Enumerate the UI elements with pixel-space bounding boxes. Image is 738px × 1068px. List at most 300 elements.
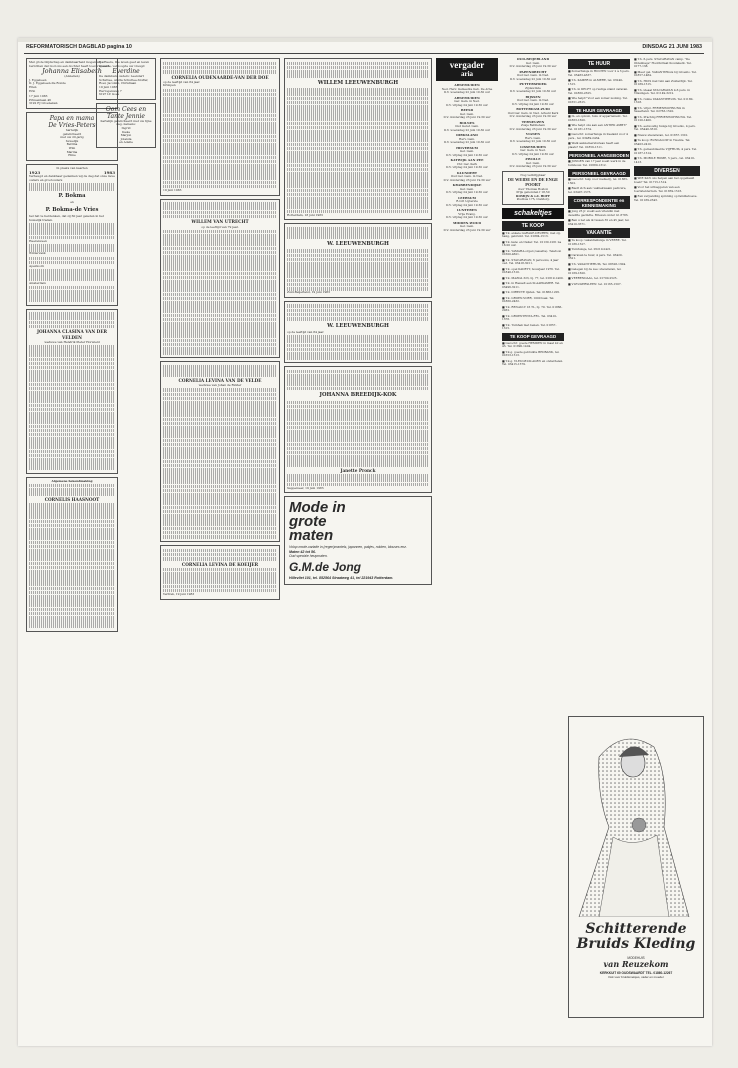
- birth-date: 17 juni 1983: [29, 94, 48, 99]
- filler-text-line: [29, 524, 115, 528]
- church-listing: [436, 122, 498, 133]
- filler-text-line: [287, 382, 429, 386]
- filler-text-line: [287, 413, 429, 417]
- classified-item: [502, 232, 564, 239]
- filler-text-line: [287, 339, 429, 343]
- death-notice-ad: [284, 301, 432, 363]
- classified-item: [634, 134, 700, 138]
- church-name: Ger. Gem.: [459, 149, 475, 153]
- classified-item: [568, 187, 630, 194]
- classified-text: Caravan te huur, 4 pers. Tel. 03420-3521.: [568, 252, 623, 260]
- book-ad: [502, 171, 564, 205]
- ad-line: Bettina: [66, 142, 78, 147]
- filler-text-line: [163, 272, 277, 276]
- church-place: ARNEMUIDEN: [454, 83, 480, 87]
- church-date: D.V. donderdag 23 juni 19.30 uur: [443, 115, 491, 119]
- bridal-brand: van Reuzekom: [603, 959, 669, 969]
- filler-text-line: [29, 511, 115, 515]
- ad-body: hartelijk gefeliciteerd met uw fijne dag, namens:: [100, 118, 152, 127]
- ad-line: Papa en mama: [49, 114, 95, 122]
- book-ad-head: Nog verkrijgbaar: [520, 172, 546, 177]
- deceased-name: CORNELIA OUDENAARDE-VAN DER DOE: [171, 74, 269, 80]
- church-date: D.V. woensdag 22 juni 19.30 uur: [444, 140, 490, 144]
- filler-text-line: [287, 184, 429, 188]
- bullet-icon: ■: [502, 230, 506, 235]
- filler-text-line: [163, 284, 277, 288]
- church-name: Zusje Bethlehem: [521, 123, 545, 127]
- notice-date: Zuid-Beijerland, 19 juni 1983: [287, 290, 330, 295]
- filler-text-line: [163, 215, 277, 219]
- church-name: Herv. Gem.: [459, 136, 475, 141]
- deceased-name: W. LEEUWENBURGH: [327, 322, 389, 329]
- filler-text-line: [287, 405, 429, 409]
- church-place: LUNTEREN: [457, 208, 477, 212]
- classified-text: T.k. RENAULT 16 TL, bj. 79. Tel. 01866-2032.: [502, 304, 563, 313]
- filler-text-line: [163, 455, 277, 459]
- filler-text-line: [287, 356, 429, 360]
- congrats-ad: [96, 103, 156, 148]
- bridal-ad-line: Bruids Kleding: [576, 936, 696, 952]
- classified-text: T.h. KAMER in ALMERE, tel. 03240-1515.: [568, 78, 623, 86]
- classified-text: T.k.g. goede gebruikte BEDBANK, tel. 01653-1513.: [502, 349, 560, 358]
- schakeltjes-logo: schakeltjes: [502, 208, 564, 219]
- bullet-icon: ■: [634, 58, 638, 61]
- ad-line: hartelijk: [65, 127, 79, 132]
- classified-text: Wie helpt? Voor een zomer-woning. Tel. 01651-2615.: [568, 96, 628, 104]
- filler-text-line: [287, 426, 429, 430]
- bullet-icon: ■: [634, 194, 638, 198]
- church-name: Ger. Gem.: [459, 224, 475, 228]
- filler-text-line: [287, 138, 429, 142]
- church-place: PUTTERSHOEK: [519, 82, 547, 86]
- church-date: D.V. woensdag 22 juni 19.30 uur: [444, 127, 490, 132]
- filler-text-line: [163, 485, 277, 489]
- classified-text: Gezocht: zomerhuisje in Zeeland voor 4 pers., tel. 03489-2434.: [568, 132, 628, 140]
- church-list: [436, 84, 498, 232]
- filler-text-line: [287, 417, 429, 421]
- bullet-icon: ■: [634, 138, 638, 142]
- classified-item: [634, 71, 700, 78]
- church-date: D.V. vrijdag 24 juni 19.30 uur: [446, 190, 488, 194]
- filler-text-line: [287, 438, 429, 442]
- filler-text-line: [287, 168, 429, 172]
- church-name: Ger. Gem. in Ned.: [454, 99, 480, 103]
- gratitude-ad: [96, 58, 156, 100]
- church-place: VIANEN: [525, 132, 541, 136]
- deceased-sub: op de leeftijd van 84 jaar.: [163, 79, 201, 84]
- filler-text-line: [287, 279, 429, 283]
- filler-text-line: [163, 230, 277, 234]
- filler-text-line: [287, 455, 429, 459]
- classified-text: T.k. Tuinhek met benen. Tel. 01857-1315.: [502, 322, 557, 331]
- filler-text-line: [163, 242, 277, 246]
- filler-text-line: [287, 283, 429, 287]
- death-notice-ad: [284, 366, 432, 493]
- classified-item: [568, 97, 630, 104]
- filler-text-line: [287, 266, 429, 270]
- filler-text-line: [287, 88, 429, 92]
- year-start: 1923: [29, 170, 41, 176]
- notice-head: In plaats van kaarten: [56, 165, 88, 170]
- deceased-name: CORNELIA LEVINA DE KOEIJER: [181, 561, 259, 567]
- classified-text: T.k. GROEN-VOER, 1000 baal. Tel. 01860-2432.: [502, 295, 555, 304]
- filler-text-line: [287, 126, 429, 130]
- filler-text-line: [163, 326, 277, 330]
- filler-text-line: [287, 143, 429, 147]
- filler-text-line: [287, 434, 429, 438]
- classified-item: [568, 219, 630, 226]
- bullet-icon: ■: [568, 238, 572, 242]
- filler-text-line: [287, 66, 429, 70]
- church-listing: [502, 133, 564, 144]
- classified-text: Tuinhuisje, tel. 05210-2421.: [571, 247, 612, 251]
- classified-list: [568, 70, 630, 104]
- filler-text-line: [29, 387, 115, 391]
- classified-item: [634, 148, 700, 155]
- bullet-icon: ■: [634, 105, 638, 110]
- classified-text: JONGEN van 17 jaar zoekt werk in de tuinbouw. Tel. 01680-1312.: [568, 159, 626, 167]
- classified-text: T.k. in Hasselt een SLAAPKAMER. Tel. 03496-3211.: [502, 281, 561, 289]
- filler-text-line: [163, 122, 277, 126]
- notice-date: 19 juni 1983: [163, 188, 182, 193]
- church-place: LISSEMUIDEN: [520, 144, 546, 149]
- mode-ad: [284, 496, 432, 585]
- church-name: Ger. Gem. in Ned.: [520, 148, 546, 152]
- filler-text-line: [29, 349, 115, 353]
- classified-item: [568, 88, 630, 95]
- filler-text-line: [163, 259, 277, 263]
- filler-text-line: [29, 345, 115, 349]
- filler-text-line: [163, 351, 277, 355]
- ad-head: De Heere, Die leven geef en leven spaarde, verhoogde uw vreugd: [99, 60, 150, 68]
- filler-text-line: [287, 335, 429, 339]
- classified-item: [634, 107, 700, 114]
- filler-text-line: [163, 339, 277, 343]
- filler-text-line: [163, 62, 277, 66]
- filler-text-line: [29, 425, 115, 429]
- filler-text-line: [163, 89, 277, 93]
- bullet-icon: ■: [568, 123, 572, 127]
- filler-text-line: [29, 316, 115, 320]
- church-date: D.V. donderdag 23 juni 19.30 uur: [443, 177, 491, 182]
- filler-text-line: [163, 460, 277, 464]
- book-title: DE WEIDE EN DE ENGE POORT: [507, 177, 559, 188]
- filler-text-line: [163, 301, 277, 305]
- filler-text-line: [287, 92, 429, 96]
- filler-text-line: [29, 325, 115, 329]
- person-name: Janette Pronck: [340, 468, 376, 474]
- bullet-icon: ■: [568, 177, 572, 181]
- filler-text-line: [287, 122, 429, 126]
- filler-text-line: [287, 62, 429, 66]
- filler-text-line: [163, 365, 277, 369]
- classified-text: Meer gel. VAKANTIEhuis bij Groenlo. Tel. 01857-1484.: [634, 69, 697, 77]
- filler-text-line: [163, 589, 277, 593]
- filler-text-line: [163, 489, 277, 493]
- filler-text-line: [29, 503, 115, 507]
- church-place: BOLNES: [459, 120, 475, 125]
- ad-line: en Adelle: [119, 140, 133, 145]
- classified-text: Biedt zich aan: vakbekwaam pedicure, tel. 03407-1573.: [568, 186, 627, 194]
- filler-text-line: [287, 387, 429, 391]
- ad-line: Marjon: [120, 133, 132, 138]
- filler-text-line: [29, 574, 115, 578]
- filler-text-line: [287, 147, 429, 151]
- classified-item: [634, 98, 700, 105]
- filler-text-line: [29, 515, 115, 519]
- filler-text-line: [163, 263, 277, 267]
- filler-text-line: [163, 397, 277, 401]
- filler-text-line: [287, 201, 429, 205]
- bullet-icon: ■: [568, 218, 572, 222]
- church-name: Zijdewinde: [525, 85, 541, 90]
- ad-line: Eline: [68, 153, 76, 158]
- church-listing: [436, 134, 498, 145]
- filler-text-line: [287, 370, 429, 374]
- bullet-icon: ■: [568, 276, 572, 280]
- filler-text-line: [163, 255, 277, 259]
- classified-text: VLEUGERSLEEN: tel. 01165-1507.: [571, 281, 622, 286]
- classified-text: T.h. eenvoudig huisje bij Groenlo, 4 pers. Tel. 05440-3310.: [634, 123, 696, 131]
- classified-item: [568, 142, 630, 149]
- filler-text-line: [287, 155, 429, 159]
- filler-text-line: [29, 358, 115, 362]
- address-line: Hertogenweg 7: [99, 88, 122, 93]
- logo-text: vergader: [449, 60, 485, 70]
- mode-ad-sub: Volop mode-variatie in (regen)mantels, japonnen, pakjes, rokken, blouses enz.: [289, 545, 407, 550]
- section-header: PERSONEEL GEVRAAGD: [568, 169, 630, 177]
- filler-text-line: [163, 309, 277, 313]
- bullet-icon: ■: [568, 267, 572, 271]
- bullet-icon: ■: [634, 132, 638, 137]
- filler-text-line: [287, 205, 429, 209]
- filler-text-line: [287, 189, 429, 193]
- notice-tail: het feit te herdenken, dat zij 60 jaar geleden in het huwelijk traden.: [29, 214, 104, 222]
- filler-text-line: [163, 211, 277, 215]
- classified-item: [502, 360, 564, 367]
- classified-text: T.h. HUIS met tuin aan Zuiderdijk. Tel. 01189-1515.: [634, 78, 693, 86]
- filler-text-line: [287, 474, 429, 478]
- bullet-icon: ■: [502, 257, 506, 262]
- mode-ad-address: Hillevliet 101, tel. 852564 Straatweg 41, tel 221943 Rotterdam.: [289, 575, 394, 580]
- filler-text-line: [163, 70, 277, 74]
- bullet-icon: ■: [634, 185, 638, 189]
- filler-text-line: [29, 603, 115, 607]
- filler-text-line: [287, 317, 429, 321]
- classified-item: [634, 89, 700, 96]
- filler-text-line: [287, 258, 429, 262]
- place-line: Krimpen: [163, 83, 176, 88]
- classified-text: Welk aannemersbureau heeft een plaats? Tel. 01859-1511.: [568, 141, 620, 149]
- column-5: [502, 58, 564, 1033]
- filler-text-line: [163, 447, 277, 451]
- filler-text-line: [29, 541, 115, 545]
- bullet-icon: ■: [502, 358, 506, 363]
- filler-text-line: [163, 439, 277, 443]
- filler-text-line: [29, 549, 115, 553]
- conjunction: en: [70, 200, 74, 205]
- classified-item: [568, 160, 630, 167]
- church-date: D.V. donderdag 23 juni 19.30 uur: [509, 114, 557, 118]
- church-listing: [502, 158, 564, 169]
- column-2: [160, 58, 280, 1033]
- classified-item: [568, 268, 630, 275]
- church-date: D.V. woensdag 22 juni 19.30 uur: [510, 139, 556, 143]
- bride-illustration: [569, 717, 703, 917]
- filler-text-line: [163, 535, 277, 539]
- filler-text-line: [287, 378, 429, 382]
- church-name: Chr. Ger. Kerk: [456, 161, 478, 166]
- filler-text-line: [29, 374, 115, 378]
- filler-text-line: [29, 395, 115, 399]
- death-notice-ad: [160, 58, 280, 196]
- bullet-icon: ■: [568, 247, 572, 251]
- ad-line: Ingrid: [121, 125, 131, 130]
- bullet-icon: ■: [634, 87, 638, 92]
- header-left: REFORMATORISCH DAGBLAD pagina 10: [26, 44, 132, 50]
- classified-text: T.h. 6-pers. STACARAVAN camp. "De Oldenhage" Hoofdstraat Koudekerk. Tel. 0177-138.: [634, 58, 692, 68]
- church-date: D.V. vrijdag 24 juni 19.30 uur: [512, 151, 554, 156]
- filler-text-line: [163, 334, 277, 338]
- notice-head: Algemene bekendmaking: [51, 478, 93, 483]
- filler-text-line: [163, 139, 277, 143]
- classified-list: [568, 160, 630, 167]
- filler-text-line: [29, 408, 115, 412]
- ad-line: Wim: [68, 145, 76, 150]
- filler-text-line: [287, 231, 429, 235]
- filler-text-line: [287, 105, 429, 109]
- bullet-icon: ■: [634, 147, 638, 151]
- church-place: ZWOLLE: [525, 157, 541, 161]
- ad-line: Ineke: [121, 129, 131, 134]
- classified-item: [502, 351, 564, 358]
- ad-body: De dankbare ouders: Leendert Schuttee, Aletta Schuttee-Stoffer, Roel, Jacomin, Christiaan: [99, 74, 149, 86]
- filler-text-line: [163, 297, 277, 301]
- filler-text-line: [29, 492, 115, 496]
- page-edge: [18, 38, 712, 42]
- bridal-note: Ook voor bruidsmeisjes, vader en moeder: [608, 975, 664, 979]
- filler-text-line: [29, 595, 115, 599]
- classified-text: Te koop: vakantiehuisje in VEERE. Tel. 01186-1527.: [568, 238, 627, 246]
- filler-text-line: [163, 247, 277, 251]
- filler-text-line: [163, 181, 277, 185]
- filler-text-line: [287, 463, 429, 467]
- deceased-name: WILLEM VAN UTRECHT: [191, 219, 249, 225]
- filler-text-line: [163, 97, 277, 101]
- filler-text-line: [287, 309, 429, 313]
- filler-text-line: [163, 202, 277, 206]
- filler-text-line: [29, 520, 115, 524]
- filler-text-line: [163, 347, 277, 351]
- classified-item: [568, 178, 630, 185]
- classified-item: [502, 259, 564, 266]
- classified-item: [568, 124, 630, 131]
- church-name: Ger. Gem.: [525, 160, 541, 165]
- filler-text-line: [163, 288, 277, 292]
- classified-text: Een verpanding spinning op familiehoeve. Tel. 01189-2343.: [634, 194, 698, 202]
- church-date: D.V. vrijdag 24 juni 19.30 uur: [446, 215, 488, 219]
- filler-text-line: [163, 206, 277, 210]
- classified-list: [568, 239, 630, 286]
- church-place: BEESD: [460, 108, 474, 112]
- filler-text-line: [287, 274, 429, 278]
- deceased-name: CORNELIA LEVINA VAN DE VELDE: [178, 377, 262, 383]
- filler-text-line: [29, 321, 115, 325]
- filler-text-line: [163, 164, 277, 168]
- filler-text-line: [163, 468, 277, 472]
- classified-text: T.k. GROENTENTA-FEL. Tel. 03410-1376.: [502, 313, 557, 322]
- church-place: RIJSSEN: [525, 94, 541, 99]
- bullet-icon: ■: [568, 87, 572, 91]
- classified-item: [568, 210, 630, 217]
- filler-text-line: [163, 280, 277, 284]
- filler-text-line: [29, 290, 115, 294]
- filler-text-line: [163, 443, 277, 447]
- filler-text-line: [29, 362, 115, 366]
- address-line: 3192 EJ Groenekan: [29, 101, 58, 106]
- filler-text-line: [163, 276, 277, 280]
- filler-text-line: [287, 101, 429, 105]
- filler-text-line: [287, 159, 429, 163]
- classified-item: [568, 133, 630, 140]
- classified-text: T.h. ruime VAKANTIEHUIS. Tel. 01180-1318.: [634, 96, 694, 104]
- bullet-icon: ■: [568, 281, 572, 286]
- bridal-brand-prefix: MODEHUIS: [627, 956, 645, 960]
- classified-item: [502, 250, 564, 257]
- church-place: TERNEUZEN: [521, 119, 545, 124]
- classified-item: [502, 297, 564, 304]
- bullet-icon: ■: [634, 123, 638, 128]
- filler-text-line: [163, 101, 277, 105]
- filler-text-line: [163, 143, 277, 147]
- mode-ad-brand: G.M.de Jong: [289, 559, 361, 574]
- bridal-ad-line: Schitterende: [585, 921, 687, 937]
- classified-text: VEERENDAAL, tel. 01700-2525.: [571, 276, 618, 280]
- filler-text-line: [163, 413, 277, 417]
- filler-text-line: [287, 352, 429, 356]
- filler-text-line: [29, 578, 115, 582]
- classified-item: [634, 139, 700, 146]
- church-listing: [502, 83, 564, 94]
- church-name: Ned. Herv. Gemeente Geb. De Arne: [441, 86, 493, 91]
- church-listing: [502, 71, 564, 82]
- classified-text: T.h. ideaal STACARAVAN 4-6 pers. in Vlissingen. Tel. 01149-3212.: [634, 87, 690, 95]
- filler-text-line: [287, 430, 429, 434]
- church-listing: [436, 184, 498, 195]
- filler-text-line: [163, 369, 277, 373]
- filler-text-line: [29, 624, 115, 628]
- section-header: CORRESPONDENTIE en KENNISMAKING: [568, 196, 630, 209]
- filler-text-line: [29, 570, 115, 574]
- filler-text-line: [163, 405, 277, 409]
- filler-text-line: [163, 267, 277, 271]
- church-date: D.V. vrijdag 24 juni 19.30 uur: [446, 152, 488, 157]
- filler-text-line: [163, 527, 277, 531]
- classified-list: [502, 342, 564, 367]
- classified-text: T.h. MOBILE HOME, 5 pers., tel. 03410-1413.: [634, 156, 695, 164]
- place-line: Heerenveen: [29, 238, 47, 243]
- church-name: Oud Ger. Gem. in Ned.: [450, 174, 484, 178]
- filler-text-line: [29, 507, 115, 511]
- classified-text: T.k. kano en trailer. Tel. 01130-1261 na 18.00 uur.: [502, 239, 562, 248]
- filler-text-line: [287, 97, 429, 101]
- filler-text-line: [163, 572, 277, 576]
- classified-text: Te koop: BUNGALOW in Twente. Tel. 05403-2410.: [634, 138, 691, 146]
- notice-date: Sappemeer, 19 juni 1983: [287, 485, 324, 490]
- classified-text: T.h. gemeubileerde VIJFHUIS, 4 pers. Tel. 01187-1514.: [634, 147, 698, 155]
- classified-list: [568, 210, 630, 226]
- filler-text-line: [163, 105, 277, 109]
